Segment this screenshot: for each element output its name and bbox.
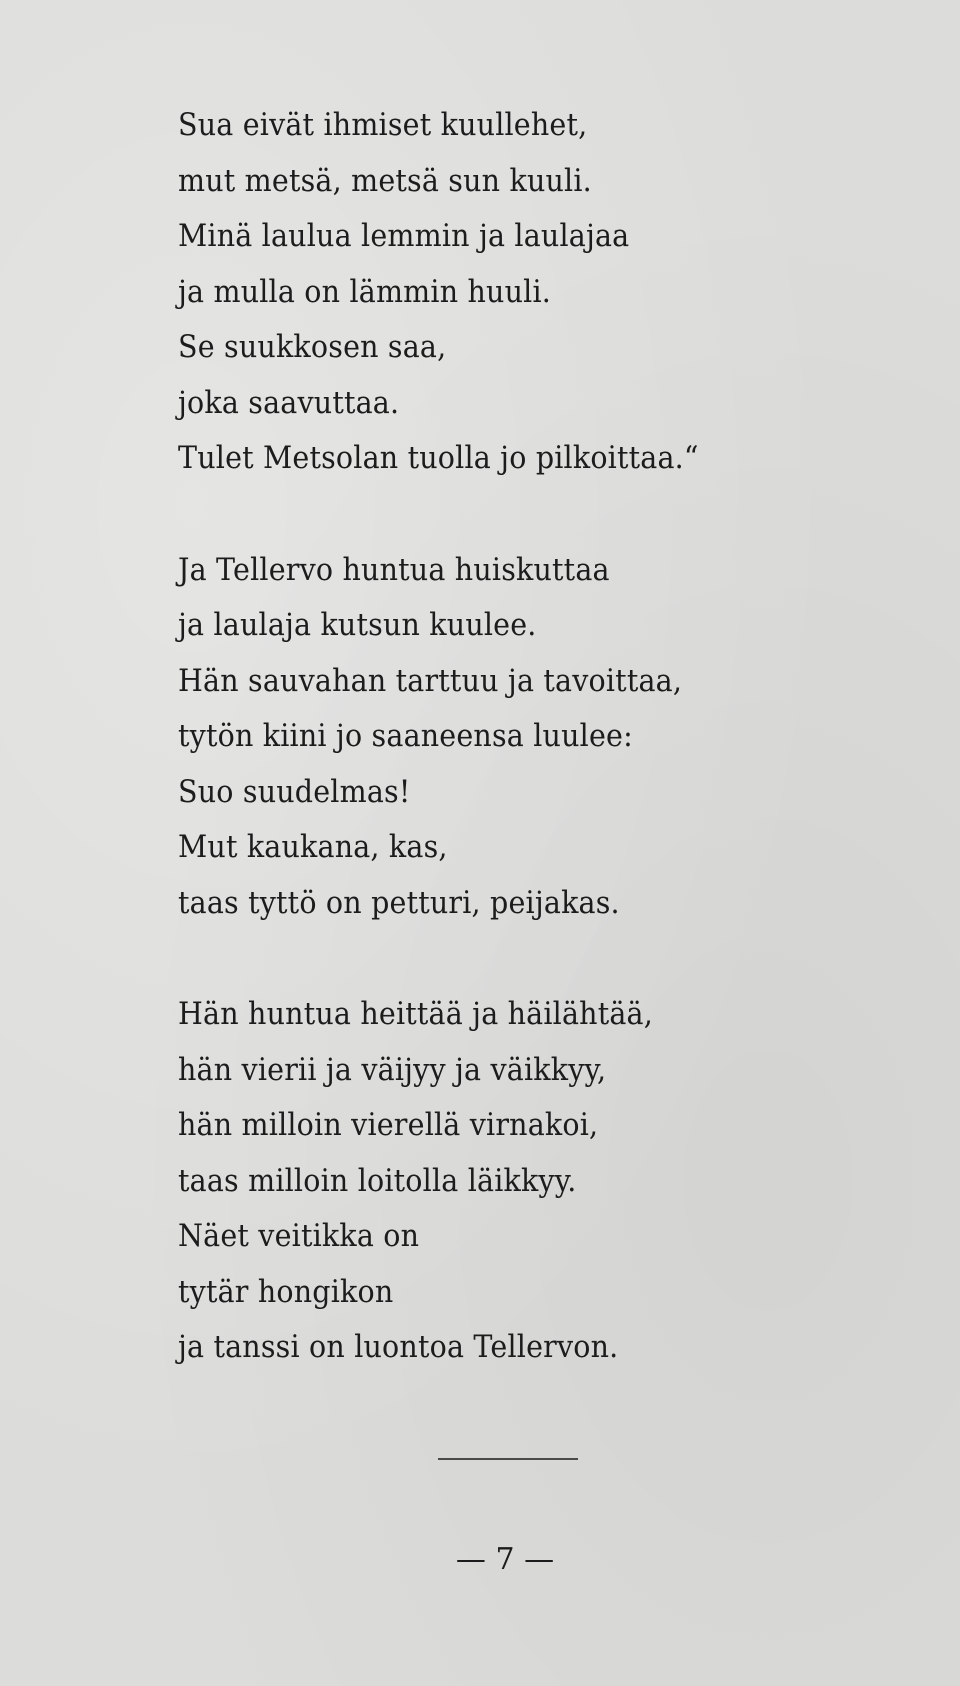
- poem-line: Suo suudelmas!: [178, 773, 411, 810]
- poem: [178, 98, 918, 1376]
- poem-line: Se suukkosen saa,: [178, 329, 447, 365]
- poem-line: tytär hongikon: [178, 1273, 394, 1310]
- poem-line: mut metsä, metsä sun kuuli.: [178, 162, 592, 199]
- poem-line: hän vierii ja väijyy ja väikkyy,: [178, 1051, 607, 1088]
- poem-line: joka saavuttaa.: [178, 384, 400, 421]
- stanza-1: [178, 98, 918, 487]
- poem-line: Sua eivät ihmiset kuullehet,: [178, 107, 588, 143]
- poem-line: Hän sauvahan tarttuu ja tavoittaa,: [178, 662, 683, 699]
- page-number: — 7 —: [455, 1542, 555, 1577]
- poem-line: hän milloin vierellä virnakoi,: [178, 1107, 599, 1143]
- poem-line: Hän huntua heittää ja häilähtää,: [178, 996, 653, 1032]
- stanza-3: [178, 987, 918, 1376]
- stanza-2: [178, 543, 918, 932]
- section-divider: [438, 1458, 578, 1460]
- poem-line: Näet veitikka on: [178, 1218, 420, 1254]
- poem-line: Minä laulua lemmin ja laulajaa: [178, 218, 630, 254]
- poem-line: taas tyttö on petturi, peijakas.: [178, 884, 620, 921]
- poem-line: ja tanssi on luontoa Tellervon.: [178, 1329, 619, 1365]
- poem-line: Ja Tellervo huntua huiskuttaa: [178, 551, 610, 588]
- poem-line: Tulet Metsolan tuolla jo pilkoittaa.“: [178, 440, 699, 476]
- poem-line: ja laulaja kutsun kuulee.: [178, 607, 537, 643]
- poem-line: Mut kaukana, kas,: [178, 829, 448, 865]
- poem-line: tytön kiini jo saaneensa luulee:: [178, 718, 633, 754]
- poem-line: ja mulla on lämmin huuli.: [178, 273, 552, 310]
- poem-line: taas milloin loitolla läikkyy.: [178, 1162, 577, 1199]
